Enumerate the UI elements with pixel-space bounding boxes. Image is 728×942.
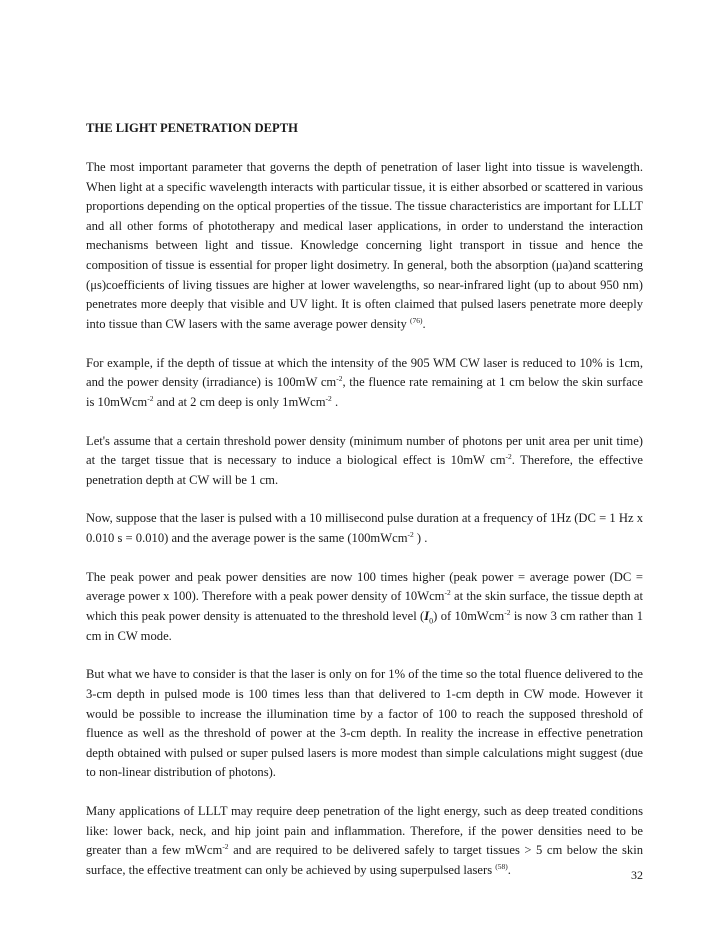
paragraph-text: and at 2 cm deep is only 1mWcm [153,394,326,409]
superscript: -2 [222,842,229,852]
paragraph-pulsed [86,509,643,548]
paragraph-end: . [507,862,511,877]
superscript: -2 [147,393,154,403]
paragraph-text: at the skin surface, the tissue depth at which this peak power density is attenuated to the threshold level ( [86,589,643,624]
paragraph-text: and are required to be delivered safely to target tissues > 5 cm below the skin surface, the effective treatment can only be achieved by using superpulsed lasers [86,843,643,877]
superscript: -2 [505,452,512,462]
superscript: -2 [336,374,343,384]
paragraph-peak-power [86,568,643,646]
paragraph-text: ) of 10mWcm [433,609,505,624]
paragraph-text: The most important parameter that governs the depth of penetration of laser light into tissue is wavelength. When light at a specific wavelength interacts with particular tissue, it is either absorbed or scattered in various proportions depending on the optical properties of the tissue. The tissue characteristics are important for LLLT and all other forms of phototherapy and medical laser applications, in order to understand the interaction mechanisms between light and tissue. Knowledge concerning light transport in tissue and hence the composition of tissue is essential for proper light dosimetry. In general, both the absorption (μa)and scattering (μs)coefficients of living tissues are higher at lower wavelengths, so near-infrared light (up to about 950 nm) penetrates more deeply that visible and UV light. It is often claimed that pulsed lasers penetrate more deeply into tissue than CW lasers with the same average power density [86,160,643,331]
paragraph-wavelength [86,158,643,334]
paragraph-text: Now, suppose that the laser is pulsed with a 10 millisecond pulse duration at a frequency of 1Hz (DC = 1 Hz x 0.010 s = 0.010) and the average power is the same (100mWcm [86,511,643,546]
superscript: -2 [444,588,451,598]
paragraph-threshold [86,432,643,491]
superscript: -2 [325,393,332,403]
paragraph-text: But what we have to consider is that the laser is only on for 1% of the time so the total fluence delivered to the 3-cm depth in pulsed mode is 100 times less than that delivered to 1-cm depth in CW mode. However it would be possible to increase the illumination time by a factor of 100 to reach the supposed threshold of fluence as well as the threshold of power at the 3-cm depth. In reality the increase in effective penetration depth obtained with pulsed or super pulsed lasers is more modest than simple calculations might suggest (due to non-linear distribution of photons). [86,667,643,780]
paragraph-text: Let's assume that a certain threshold power density (minimum number of photons per unit area per unit time) at the target tissue that is necessary to induce a biological effect is 10mW cm [86,433,643,468]
paragraph-text: The peak power and peak power densities are now 100 times higher (peak power = average power (DC = average power x 100). Therefore with a peak power density of 10Wcm [86,569,643,604]
citation-ref: (58) [495,861,508,871]
document-page [86,118,643,900]
paragraph-end: . [331,394,339,409]
paragraph-end: . [422,316,426,331]
intensity-symbol: I [424,609,430,624]
paragraph-end: ) . [413,531,428,546]
superscript: -2 [407,530,414,540]
paragraph-text: Many applications of LLLT may require deep penetration of the light energy, such as deep treated conditions like: lower back, neck, and hip joint pain and inflammation. Therefore, if the power densities need to be greater than a few mWcm [86,804,643,858]
paragraph-text: . Therefore, the effective penetration depth at CW will be 1 cm. [86,453,643,487]
section-heading: THE LIGHT PENETRATION DEPTH [86,121,298,135]
paragraph-text: For example, if the depth of tissue at which the intensity of the 905 WM CW laser is reduced to 10% is 1cm, and the power density (irradiance) is 100mW cm [86,355,643,390]
paragraph-text: , the fluence rate remaining at 1 cm below the skin surface is 10mWcm [86,375,643,409]
paragraph-example [86,354,643,413]
subscript: 0 [429,616,434,626]
page-number: 32 [631,868,643,882]
paragraph-consideration [86,665,643,783]
citation-ref: (76) [409,315,423,325]
paragraph-text: is now 3 cm rather than 1 cm in CW mode. [86,609,643,643]
superscript: -2 [504,608,511,618]
paragraph-applications [86,802,643,880]
